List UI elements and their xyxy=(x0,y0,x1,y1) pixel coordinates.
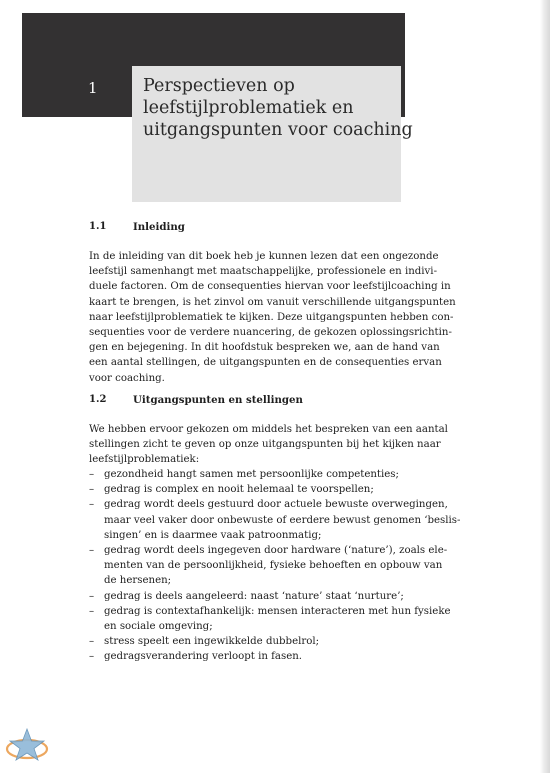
dash-bullet: – xyxy=(89,484,95,496)
list-item: – stress speelt een ingewikkelde dubbelrol; xyxy=(89,634,419,649)
text-line: een aantal stellingen, de uitgangspunten en de consequenties ervan xyxy=(89,357,442,369)
dash-bullet: – xyxy=(89,545,95,557)
section-number: 1.2 xyxy=(89,394,107,405)
text-line: sequenties voor de verdere nuancering, de gekozen oplossingsrichtin- xyxy=(89,327,452,339)
section-heading: Uitgangspunten en stellingen xyxy=(133,394,303,406)
text-line: gen en bejegening. In dit hoofdstuk bespreken we, aan de hand van xyxy=(89,342,440,354)
chapter-title xyxy=(143,75,413,141)
star-logo-icon xyxy=(3,727,51,763)
text-line: We hebben ervoor gekozen om middels het bespreken van een aantal xyxy=(89,424,448,435)
list-item: – gedrag is complex en nooit helemaal te voorspellen; xyxy=(89,482,419,497)
chapter-title-line: leefstijlproblematiek en xyxy=(143,98,354,118)
dash-bullet: – xyxy=(89,499,95,511)
chapter-title-line: Perspectieven op xyxy=(143,76,295,96)
section-number: 1.1 xyxy=(89,221,107,232)
list-item: – gedragsverandering verloopt in fasen. xyxy=(89,649,419,664)
text-line: leefstijlproblematiek: xyxy=(89,454,200,466)
text-line: In de inleiding van dit boek heb je kunnen lezen dat een ongezonde xyxy=(89,251,439,262)
list-item: – gedrag wordt deels gestuurd door actuele bewuste overwegingen, maar veel vaker door onbewuste of eerdere bewust genomen ‘beslis- singen’ en is daarmee vaak patroonmatig; xyxy=(89,499,461,541)
text-line: leefstijl samenhangt met maatschappelijke, professionele en indivi- xyxy=(89,266,438,278)
list-item: – gedrag wordt deels ingegeven door hardware (‘nature’), zoals ele- menten van de persoonlijkheid, fysieke behoeften en opbouw van de hersenen; xyxy=(89,545,448,587)
text-line: naar leefstijlproblematiek te kijken. Deze uitgangspunten hebben con- xyxy=(89,311,454,323)
dash-bullet: – xyxy=(89,651,95,663)
chapter-number: 1 xyxy=(88,79,98,97)
text-line: stellingen zicht te geven op onze uitgangspunten bij het kijken naar xyxy=(89,439,441,451)
list-item: – gedrag is contextafhankelijk: mensen interacteren met hun fysieke en sociale omgeving; xyxy=(89,605,451,633)
section-heading: Inleiding xyxy=(133,221,185,233)
dash-bullet: – xyxy=(89,636,95,648)
text-line: duele factoren. Om de consequenties hiervan voor leefstijlcoaching in xyxy=(89,281,451,293)
dash-bullet: – xyxy=(89,605,95,617)
text-line: voor coaching. xyxy=(89,372,165,384)
dash-bullet: – xyxy=(89,469,95,480)
paragraph-stellingen xyxy=(89,422,448,468)
stellingen-list xyxy=(89,467,461,665)
dash-bullet: – xyxy=(89,590,95,602)
page-edge xyxy=(540,0,550,773)
list-item: – gezondheid hangt samen met persoonlijke competenties; xyxy=(89,467,419,482)
list-item: – gedrag is deels aangeleerd: naast ‘nature’ staat ‘nurture’; xyxy=(89,589,419,604)
paragraph-intro xyxy=(89,249,456,386)
chapter-title-line: uitgangspunten voor coaching xyxy=(143,120,413,140)
text-line: kaart te brengen, is het zinvol om vanuit verschillende uitgangspunten xyxy=(89,296,456,308)
